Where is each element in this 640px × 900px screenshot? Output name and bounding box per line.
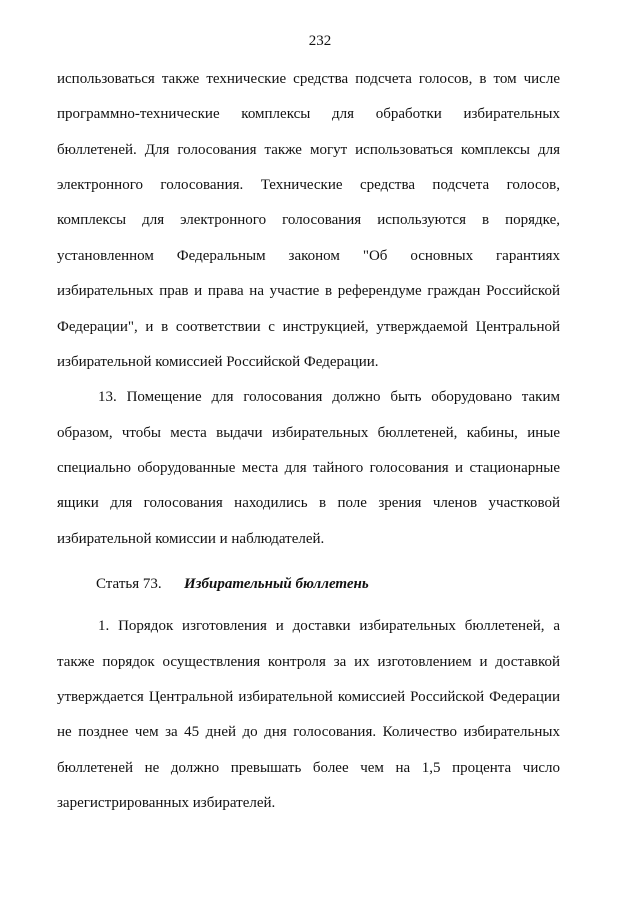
text-line: избирательной комиссии и наблюдателей. [57,531,325,547]
text-line: не позднее чем за 45 дней до дня голосования. Количество избирательных [57,724,560,740]
text-line: 13. Помещение для голосования должно быть оборудовано таким [98,389,560,405]
text-line: также порядок осуществления контроля за их изготовлением и доставкой [57,654,560,670]
article-title: Избирательный бюллетень [184,576,369,592]
page-number: 232 [308,33,332,49]
text-line: Федерации", и в соответствии с инструкцией, утверждаемой Центральной [57,319,560,335]
text-line: утверждается Центральной избирательной комиссией Российской Федерации [57,689,560,705]
text-line: ящики для голосования находились в поле зрения членов участковой [57,495,560,511]
article-heading [96,574,369,594]
text-line: избирательной комиссией Российской Федерации. [57,354,379,370]
text-line: комплексы для электронного голосования используются в порядке, [57,212,560,228]
text-line: электронного голосования. Технические средства подсчета голосов, [57,177,560,193]
article-number: Статья 73. [96,576,162,592]
text-line: зарегистрированных избирателей. [57,795,276,811]
text-line: бюллетеней. Для голосования также могут использоваться комплексы для [57,142,560,158]
text-line: образом, чтобы места выдачи избирательных бюллетеней, кабины, иные [57,425,560,441]
text-line: использоваться также технические средства подсчета голосов, в том числе [57,71,560,87]
text-line: избирательных прав и права на участие в референдуме граждан Российской [57,283,560,299]
text-line: установленном Федеральным законом "Об основных гарантиях [57,248,560,264]
text-line: специально оборудованные места для тайного голосования и стационарные [57,460,560,476]
text-line: программно-технические комплексы для обработки избирательных [57,106,560,122]
text-line: бюллетеней не должно превышать более чем на 1,5 процента число [57,760,560,776]
text-line: 1. Порядок изготовления и доставки избирательных бюллетеней, а [98,618,560,634]
